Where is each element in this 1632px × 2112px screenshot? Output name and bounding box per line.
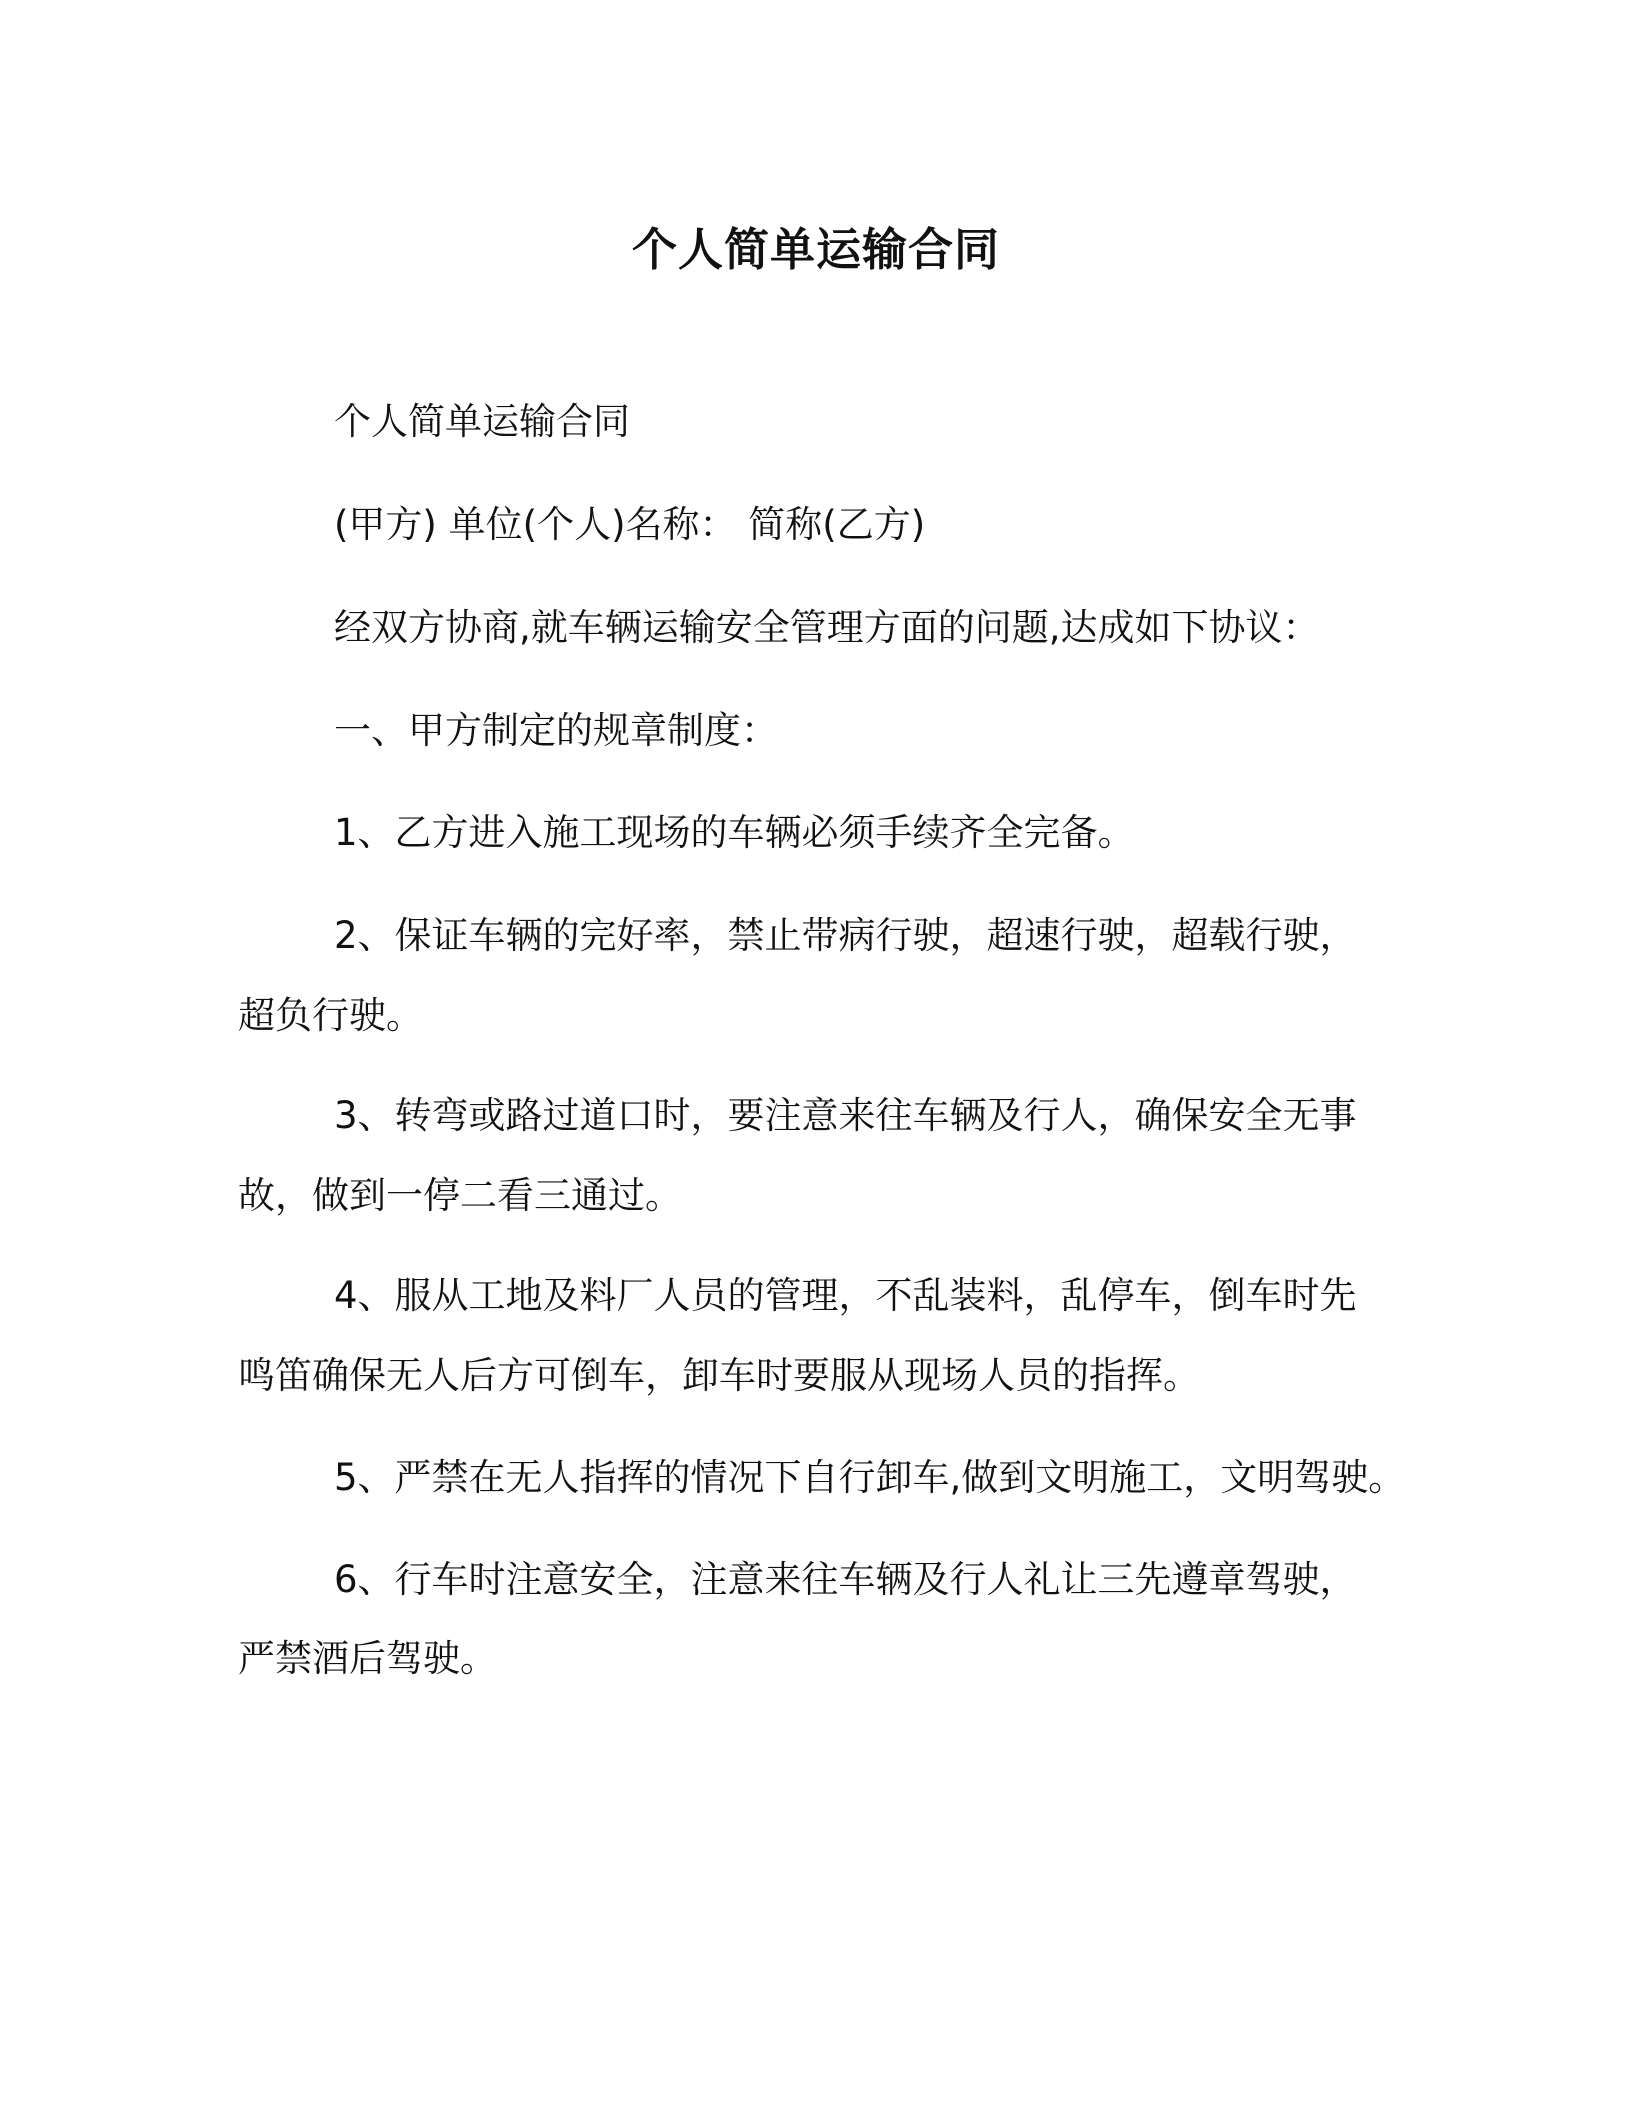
clause-4-line-2: 鸣笛确保无人后方可倒车，卸车时要服从现场人员的指挥。 bbox=[238, 1354, 1200, 1397]
section-heading: 一、甲方制定的规章制度： bbox=[334, 709, 778, 752]
subtitle-line: 个人简单运输合同 bbox=[334, 400, 630, 443]
parties-line: (甲方) 单位(个人)名称： 简称(乙方) bbox=[334, 503, 926, 546]
clause-1: 1、乙方进入施工现场的车辆必须手续齐全完备。 bbox=[334, 811, 1135, 854]
preamble-line: 经双方协商,就车辆运输安全管理方面的问题,达成如下协议： bbox=[334, 606, 1320, 649]
clause-3-line-1: 3、转弯或路过道口时，要注意来往车辆及行人，确保安全无事 bbox=[334, 1094, 1357, 1137]
document-title: 个人简单运输合同 bbox=[631, 223, 1000, 276]
clause-2-line-1: 2、保证车辆的完好率，禁止带病行驶，超速行驶，超载行驶， bbox=[334, 914, 1357, 957]
clause-5: 5、严禁在无人指挥的情况下自行卸车,做到文明施工，文明驾驶。 bbox=[334, 1456, 1406, 1499]
clause-6-line-1: 6、行车时注意安全，注意来往车辆及行人礼让三先遵章驾驶， bbox=[334, 1558, 1357, 1601]
clause-2-line-2: 超负行驶。 bbox=[238, 994, 423, 1037]
clause-3-line-2: 故，做到一停二看三通过。 bbox=[238, 1174, 682, 1217]
clause-4-line-1: 4、服从工地及料厂人员的管理，不乱装料，乱停车，倒车时先 bbox=[334, 1274, 1357, 1317]
clause-6-line-2: 严禁酒后驾驶。 bbox=[238, 1637, 497, 1680]
